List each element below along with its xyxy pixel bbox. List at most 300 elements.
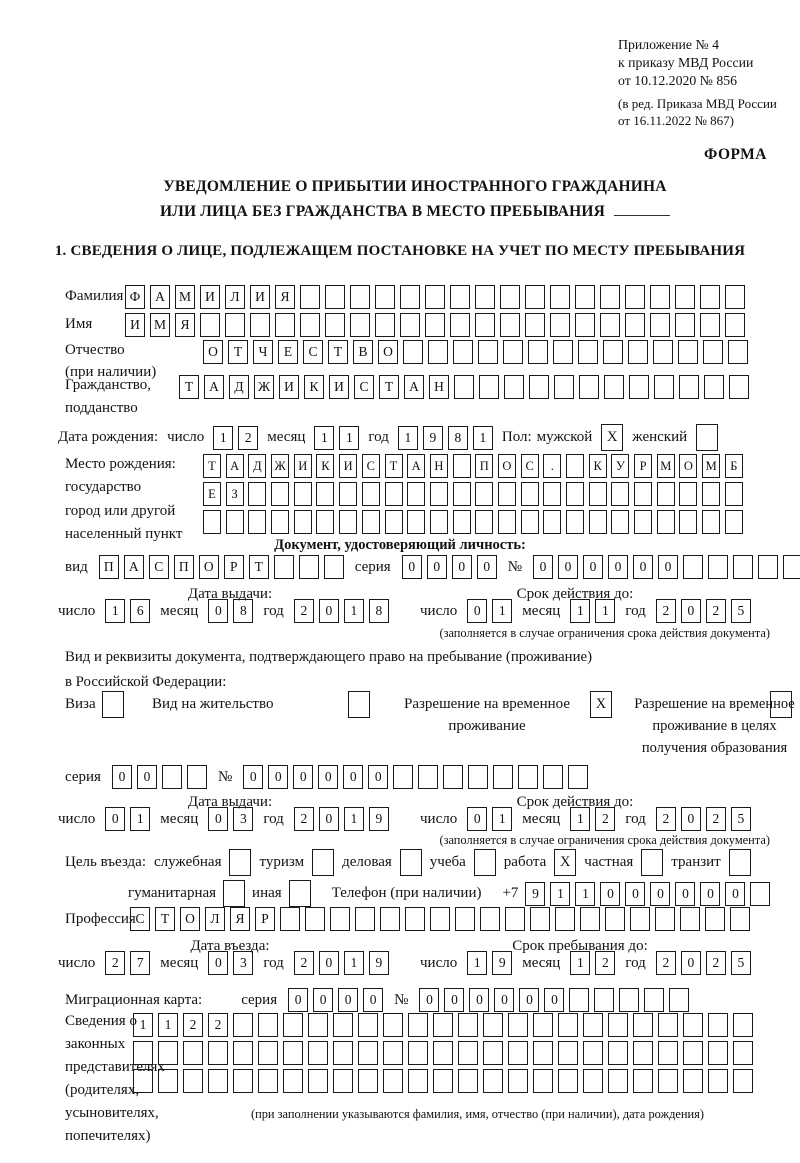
given-name-char-cell[interactable] — [725, 313, 745, 337]
surname-char-cell[interactable] — [525, 285, 545, 309]
birth-place-char-cell[interactable]: Т — [203, 454, 221, 478]
legal-reps-char-cell[interactable]: 2 — [208, 1013, 228, 1037]
given-name-char-cell[interactable] — [475, 313, 495, 337]
patronymic-char-cell[interactable]: Т — [328, 340, 348, 364]
residence-number-cell[interactable]: 0 — [293, 765, 313, 789]
doc-number-cell[interactable] — [783, 555, 800, 579]
residence-number-cell[interactable]: 0 — [343, 765, 363, 789]
legal-reps-char-cell[interactable] — [608, 1013, 628, 1037]
given-name-char-cell[interactable] — [675, 313, 695, 337]
patronymic-char-cell[interactable] — [578, 340, 598, 364]
given-name-char-cell[interactable] — [200, 313, 220, 337]
residence-issue-month-cell[interactable]: 0 — [208, 807, 228, 831]
profession-char-cell[interactable] — [405, 907, 425, 931]
migration-number-cell[interactable] — [644, 988, 664, 1012]
given-name-char-cell[interactable] — [350, 313, 370, 337]
legal-reps-char-cell[interactable] — [233, 1013, 253, 1037]
birth-year-cell[interactable]: 1 — [473, 426, 493, 450]
legal-reps-char-cell[interactable] — [483, 1013, 503, 1037]
legal-reps-char-cell[interactable] — [658, 1041, 678, 1065]
entry-year-cell[interactable]: 1 — [344, 951, 364, 975]
legal-reps-char-cell[interactable] — [383, 1041, 403, 1065]
citizenship-char-cell[interactable]: Ж — [254, 375, 274, 399]
residence-issue-year-cell[interactable]: 0 — [319, 807, 339, 831]
stay-until-month-cell[interactable]: 2 — [595, 951, 615, 975]
citizenship-char-cell[interactable]: Н — [429, 375, 449, 399]
passport-issue-year-cell[interactable]: 0 — [319, 599, 339, 623]
legal-reps-char-cell[interactable]: 1 — [133, 1013, 153, 1037]
birth-place-char-cell[interactable]: У — [611, 454, 629, 478]
purpose-tourism-checkbox[interactable] — [312, 849, 334, 876]
legal-reps-char-cell[interactable] — [608, 1041, 628, 1065]
legal-reps-char-cell[interactable] — [308, 1069, 328, 1093]
migration-number-cell[interactable]: 0 — [419, 988, 439, 1012]
birth-place-char-cell[interactable] — [294, 482, 312, 506]
purpose-official-checkbox[interactable] — [229, 849, 251, 876]
residence-number-cell[interactable]: 0 — [368, 765, 388, 789]
birth-place-char-cell[interactable] — [521, 510, 539, 534]
sex-female-checkbox[interactable] — [696, 424, 718, 451]
birth-place-char-cell[interactable] — [634, 510, 652, 534]
profession-char-cell[interactable] — [330, 907, 350, 931]
citizenship-char-cell[interactable]: Д — [229, 375, 249, 399]
patronymic-char-cell[interactable]: Ч — [253, 340, 273, 364]
birth-year-cell[interactable]: 9 — [423, 426, 443, 450]
residence-number-cell[interactable] — [418, 765, 438, 789]
birth-place-char-cell[interactable] — [702, 510, 720, 534]
profession-char-cell[interactable]: С — [130, 907, 150, 931]
legal-reps-char-cell[interactable] — [683, 1069, 703, 1093]
surname-char-cell[interactable]: И — [200, 285, 220, 309]
legal-reps-char-cell[interactable] — [408, 1069, 428, 1093]
patronymic-char-cell[interactable] — [603, 340, 623, 364]
surname-char-cell[interactable] — [675, 285, 695, 309]
patronymic-char-cell[interactable] — [478, 340, 498, 364]
surname-char-cell[interactable] — [375, 285, 395, 309]
birth-place-char-cell[interactable] — [657, 482, 675, 506]
legal-reps-char-cell[interactable] — [483, 1041, 503, 1065]
birth-place-char-cell[interactable] — [226, 510, 244, 534]
birth-place-char-cell[interactable]: А — [226, 454, 244, 478]
visa-checkbox[interactable] — [102, 691, 124, 718]
citizenship-char-cell[interactable]: С — [354, 375, 374, 399]
birth-place-char-cell[interactable] — [725, 510, 743, 534]
profession-char-cell[interactable] — [680, 907, 700, 931]
citizenship-char-cell[interactable] — [454, 375, 474, 399]
doc-number-cell[interactable] — [708, 555, 728, 579]
legal-reps-char-cell[interactable] — [658, 1069, 678, 1093]
legal-reps-char-cell[interactable] — [358, 1041, 378, 1065]
birth-place-char-cell[interactable] — [362, 482, 380, 506]
purpose-study-checkbox[interactable] — [474, 849, 496, 876]
birth-day-cell[interactable]: 2 — [238, 426, 258, 450]
doc-series-cell[interactable]: 0 — [402, 555, 422, 579]
residence-number-cell[interactable] — [518, 765, 538, 789]
patronymic-char-cell[interactable] — [528, 340, 548, 364]
surname-char-cell[interactable] — [400, 285, 420, 309]
doc-series-cell[interactable]: 0 — [427, 555, 447, 579]
profession-char-cell[interactable]: Я — [230, 907, 250, 931]
birth-place-char-cell[interactable] — [453, 510, 471, 534]
phone-digit-cell[interactable]: 0 — [725, 882, 745, 906]
patronymic-char-cell[interactable] — [503, 340, 523, 364]
birth-place-char-cell[interactable] — [271, 482, 289, 506]
citizenship-char-cell[interactable]: А — [204, 375, 224, 399]
birth-place-char-cell[interactable] — [430, 510, 448, 534]
citizenship-char-cell[interactable] — [504, 375, 524, 399]
doc-kind-char-cell[interactable] — [324, 555, 344, 579]
citizenship-char-cell[interactable] — [479, 375, 499, 399]
citizenship-char-cell[interactable] — [604, 375, 624, 399]
legal-reps-char-cell[interactable] — [508, 1013, 528, 1037]
legal-reps-char-cell[interactable] — [333, 1013, 353, 1037]
purpose-humanitarian-checkbox[interactable] — [223, 880, 245, 907]
legal-reps-char-cell[interactable] — [633, 1069, 653, 1093]
legal-reps-char-cell[interactable] — [583, 1069, 603, 1093]
passport-issue-day-cell[interactable]: 1 — [105, 599, 125, 623]
birth-place-char-cell[interactable] — [339, 510, 357, 534]
migration-number-cell[interactable]: 0 — [444, 988, 464, 1012]
migration-number-cell[interactable] — [594, 988, 614, 1012]
legal-reps-char-cell[interactable] — [383, 1013, 403, 1037]
birth-place-char-cell[interactable]: О — [498, 454, 516, 478]
residence-issue-day-cell[interactable]: 1 — [130, 807, 150, 831]
given-name-char-cell[interactable] — [650, 313, 670, 337]
residence-series-cell[interactable]: 0 — [112, 765, 132, 789]
entry-year-cell[interactable]: 0 — [319, 951, 339, 975]
stay-until-month-cell[interactable]: 1 — [570, 951, 590, 975]
legal-reps-char-cell[interactable] — [558, 1069, 578, 1093]
profession-char-cell[interactable]: Р — [255, 907, 275, 931]
citizenship-char-cell[interactable]: И — [279, 375, 299, 399]
patronymic-char-cell[interactable] — [403, 340, 423, 364]
surname-char-cell[interactable] — [575, 285, 595, 309]
birth-place-char-cell[interactable] — [679, 510, 697, 534]
birth-place-char-cell[interactable]: С — [521, 454, 539, 478]
migration-number-cell[interactable]: 0 — [469, 988, 489, 1012]
residence-number-cell[interactable] — [393, 765, 413, 789]
patronymic-char-cell[interactable] — [453, 340, 473, 364]
given-name-char-cell[interactable] — [550, 313, 570, 337]
legal-reps-char-cell[interactable] — [183, 1041, 203, 1065]
residence-number-cell[interactable]: 0 — [268, 765, 288, 789]
birth-place-char-cell[interactable]: К — [316, 454, 334, 478]
given-name-char-cell[interactable] — [525, 313, 545, 337]
legal-reps-char-cell[interactable] — [258, 1041, 278, 1065]
phone-digit-cell[interactable]: 0 — [625, 882, 645, 906]
passport-valid-month-cell[interactable]: 1 — [595, 599, 615, 623]
doc-series-cell[interactable]: 0 — [477, 555, 497, 579]
doc-kind-char-cell[interactable]: П — [174, 555, 194, 579]
citizenship-char-cell[interactable] — [654, 375, 674, 399]
doc-number-cell[interactable]: 0 — [658, 555, 678, 579]
citizenship-char-cell[interactable] — [729, 375, 749, 399]
legal-reps-char-cell[interactable] — [133, 1041, 153, 1065]
birth-place-char-cell[interactable]: С — [362, 454, 380, 478]
legal-reps-char-cell[interactable] — [708, 1013, 728, 1037]
birth-place-char-cell[interactable] — [611, 482, 629, 506]
birth-place-char-cell[interactable]: М — [657, 454, 675, 478]
birth-place-char-cell[interactable] — [475, 510, 493, 534]
profession-char-cell[interactable] — [630, 907, 650, 931]
patronymic-char-cell[interactable] — [428, 340, 448, 364]
birth-place-char-cell[interactable]: К — [589, 454, 607, 478]
residence-valid-month-cell[interactable]: 1 — [570, 807, 590, 831]
profession-char-cell[interactable] — [305, 907, 325, 931]
birth-place-char-cell[interactable]: . — [543, 454, 561, 478]
purpose-private-checkbox[interactable] — [641, 849, 663, 876]
given-name-char-cell[interactable] — [275, 313, 295, 337]
patronymic-char-cell[interactable]: О — [203, 340, 223, 364]
legal-reps-char-cell[interactable] — [733, 1013, 753, 1037]
residence-valid-year-cell[interactable]: 0 — [681, 807, 701, 831]
stay-until-year-cell[interactable]: 2 — [656, 951, 676, 975]
birth-place-char-cell[interactable] — [316, 482, 334, 506]
doc-kind-char-cell[interactable]: Р — [224, 555, 244, 579]
surname-char-cell[interactable]: Я — [275, 285, 295, 309]
passport-issue-year-cell[interactable]: 1 — [344, 599, 364, 623]
profession-char-cell[interactable]: Л — [205, 907, 225, 931]
legal-reps-char-cell[interactable] — [483, 1069, 503, 1093]
entry-day-cell[interactable]: 7 — [130, 951, 150, 975]
birth-place-char-cell[interactable] — [339, 482, 357, 506]
birth-place-char-cell[interactable] — [566, 510, 584, 534]
legal-reps-char-cell[interactable] — [683, 1013, 703, 1037]
profession-char-cell[interactable] — [555, 907, 575, 931]
citizenship-char-cell[interactable]: И — [329, 375, 349, 399]
legal-reps-char-cell[interactable] — [333, 1041, 353, 1065]
birth-place-char-cell[interactable]: Н — [430, 454, 448, 478]
birth-place-char-cell[interactable] — [294, 510, 312, 534]
patronymic-char-cell[interactable]: Е — [278, 340, 298, 364]
birth-day-cell[interactable]: 1 — [213, 426, 233, 450]
doc-kind-char-cell[interactable] — [274, 555, 294, 579]
profession-char-cell[interactable]: Т — [155, 907, 175, 931]
purpose-business-checkbox[interactable] — [400, 849, 422, 876]
given-name-char-cell[interactable] — [250, 313, 270, 337]
legal-reps-char-cell[interactable] — [358, 1013, 378, 1037]
legal-reps-char-cell[interactable] — [308, 1041, 328, 1065]
legal-reps-char-cell[interactable] — [283, 1013, 303, 1037]
birth-place-char-cell[interactable] — [543, 482, 561, 506]
surname-char-cell[interactable] — [725, 285, 745, 309]
passport-issue-year-cell[interactable]: 8 — [369, 599, 389, 623]
passport-issue-year-cell[interactable]: 2 — [294, 599, 314, 623]
doc-kind-char-cell[interactable]: Т — [249, 555, 269, 579]
doc-number-cell[interactable]: 0 — [633, 555, 653, 579]
legal-reps-char-cell[interactable] — [258, 1069, 278, 1093]
legal-reps-char-cell[interactable] — [283, 1041, 303, 1065]
passport-issue-month-cell[interactable]: 8 — [233, 599, 253, 623]
legal-reps-char-cell[interactable] — [708, 1069, 728, 1093]
entry-year-cell[interactable]: 9 — [369, 951, 389, 975]
legal-reps-char-cell[interactable]: 1 — [158, 1013, 178, 1037]
stay-until-day-cell[interactable]: 9 — [492, 951, 512, 975]
residence-series-cell[interactable] — [162, 765, 182, 789]
given-name-char-cell[interactable]: Я — [175, 313, 195, 337]
legal-reps-char-cell[interactable] — [158, 1041, 178, 1065]
birth-year-cell[interactable]: 8 — [448, 426, 468, 450]
surname-char-cell[interactable] — [550, 285, 570, 309]
birth-place-char-cell[interactable] — [566, 482, 584, 506]
birth-place-char-cell[interactable]: Р — [634, 454, 652, 478]
given-name-char-cell[interactable] — [325, 313, 345, 337]
legal-reps-char-cell[interactable] — [433, 1041, 453, 1065]
migration-number-cell[interactable]: 0 — [519, 988, 539, 1012]
surname-char-cell[interactable] — [625, 285, 645, 309]
legal-reps-char-cell[interactable] — [458, 1013, 478, 1037]
passport-valid-year-cell[interactable]: 2 — [706, 599, 726, 623]
given-name-char-cell[interactable] — [425, 313, 445, 337]
migration-series-cell[interactable]: 0 — [288, 988, 308, 1012]
given-name-char-cell[interactable] — [400, 313, 420, 337]
doc-number-cell[interactable]: 0 — [558, 555, 578, 579]
temp-residence-checkbox[interactable]: X — [590, 691, 612, 718]
birth-place-char-cell[interactable]: Д — [248, 454, 266, 478]
surname-char-cell[interactable] — [425, 285, 445, 309]
passport-valid-day-cell[interactable]: 0 — [467, 599, 487, 623]
surname-char-cell[interactable]: Л — [225, 285, 245, 309]
birth-place-char-cell[interactable] — [248, 482, 266, 506]
birth-place-char-cell[interactable] — [385, 482, 403, 506]
residence-issue-year-cell[interactable]: 2 — [294, 807, 314, 831]
birth-place-char-cell[interactable] — [589, 510, 607, 534]
patronymic-char-cell[interactable] — [728, 340, 748, 364]
profession-char-cell[interactable] — [580, 907, 600, 931]
profession-char-cell[interactable] — [530, 907, 550, 931]
legal-reps-char-cell[interactable] — [583, 1041, 603, 1065]
profession-char-cell[interactable] — [380, 907, 400, 931]
stay-until-year-cell[interactable]: 5 — [731, 951, 751, 975]
doc-number-cell[interactable] — [733, 555, 753, 579]
residence-issue-month-cell[interactable]: 3 — [233, 807, 253, 831]
doc-kind-char-cell[interactable]: О — [199, 555, 219, 579]
legal-reps-char-cell[interactable] — [633, 1013, 653, 1037]
migration-number-cell[interactable] — [569, 988, 589, 1012]
birth-place-char-cell[interactable]: И — [339, 454, 357, 478]
legal-reps-char-cell[interactable] — [583, 1013, 603, 1037]
legal-reps-char-cell[interactable] — [408, 1041, 428, 1065]
birth-place-char-cell[interactable] — [725, 482, 743, 506]
patronymic-char-cell[interactable] — [553, 340, 573, 364]
residence-number-cell[interactable]: 0 — [318, 765, 338, 789]
surname-char-cell[interactable]: И — [250, 285, 270, 309]
migration-number-cell[interactable]: 0 — [544, 988, 564, 1012]
legal-reps-char-cell[interactable] — [733, 1069, 753, 1093]
doc-number-cell[interactable] — [758, 555, 778, 579]
birth-place-char-cell[interactable] — [248, 510, 266, 534]
given-name-char-cell[interactable] — [700, 313, 720, 337]
residence-issue-day-cell[interactable]: 0 — [105, 807, 125, 831]
legal-reps-char-cell[interactable] — [408, 1013, 428, 1037]
phone-digit-cell[interactable]: 0 — [700, 882, 720, 906]
residence-valid-day-cell[interactable]: 0 — [467, 807, 487, 831]
citizenship-char-cell[interactable] — [679, 375, 699, 399]
given-name-char-cell[interactable] — [300, 313, 320, 337]
stay-until-day-cell[interactable]: 1 — [467, 951, 487, 975]
birth-place-char-cell[interactable]: З — [226, 482, 244, 506]
legal-reps-char-cell[interactable] — [308, 1013, 328, 1037]
phone-digit-cell[interactable]: 0 — [675, 882, 695, 906]
residence-number-cell[interactable] — [443, 765, 463, 789]
surname-char-cell[interactable] — [325, 285, 345, 309]
passport-valid-year-cell[interactable]: 0 — [681, 599, 701, 623]
phone-digit-cell[interactable]: 9 — [525, 882, 545, 906]
citizenship-char-cell[interactable]: А — [404, 375, 424, 399]
surname-char-cell[interactable]: А — [150, 285, 170, 309]
residence-number-cell[interactable] — [468, 765, 488, 789]
birth-place-char-cell[interactable] — [453, 482, 471, 506]
doc-number-cell[interactable]: 0 — [608, 555, 628, 579]
residence-issue-year-cell[interactable]: 1 — [344, 807, 364, 831]
phone-digit-cell[interactable]: 0 — [650, 882, 670, 906]
legal-reps-char-cell[interactable] — [258, 1013, 278, 1037]
passport-valid-day-cell[interactable]: 1 — [492, 599, 512, 623]
birth-place-char-cell[interactable] — [679, 482, 697, 506]
phone-digit-cell[interactable] — [750, 882, 770, 906]
legal-reps-char-cell[interactable] — [558, 1013, 578, 1037]
stay-until-year-cell[interactable]: 2 — [706, 951, 726, 975]
given-name-char-cell[interactable] — [450, 313, 470, 337]
patronymic-char-cell[interactable]: С — [303, 340, 323, 364]
residence-valid-year-cell[interactable]: 2 — [656, 807, 676, 831]
birth-place-char-cell[interactable] — [453, 454, 471, 478]
temp-residence-education-checkbox[interactable] — [770, 691, 792, 718]
surname-char-cell[interactable] — [350, 285, 370, 309]
patronymic-char-cell[interactable]: О — [378, 340, 398, 364]
legal-reps-char-cell[interactable] — [633, 1041, 653, 1065]
given-name-char-cell[interactable] — [575, 313, 595, 337]
birth-month-cell[interactable]: 1 — [339, 426, 359, 450]
legal-reps-char-cell[interactable] — [658, 1013, 678, 1037]
birth-place-char-cell[interactable]: Е — [203, 482, 221, 506]
phone-digit-cell[interactable]: 1 — [575, 882, 595, 906]
migration-series-cell[interactable]: 0 — [313, 988, 333, 1012]
surname-char-cell[interactable] — [300, 285, 320, 309]
birth-place-char-cell[interactable]: П — [475, 454, 493, 478]
purpose-transit-checkbox[interactable] — [729, 849, 751, 876]
doc-kind-char-cell[interactable]: А — [124, 555, 144, 579]
residence-valid-year-cell[interactable]: 5 — [731, 807, 751, 831]
residence-issue-year-cell[interactable]: 9 — [369, 807, 389, 831]
citizenship-char-cell[interactable] — [529, 375, 549, 399]
profession-char-cell[interactable]: О — [180, 907, 200, 931]
profession-char-cell[interactable] — [280, 907, 300, 931]
phone-digit-cell[interactable]: 1 — [550, 882, 570, 906]
residence-series-cell[interactable]: 0 — [137, 765, 157, 789]
citizenship-char-cell[interactable]: Т — [179, 375, 199, 399]
migration-number-cell[interactable]: 0 — [494, 988, 514, 1012]
birth-place-char-cell[interactable] — [362, 510, 380, 534]
birth-place-char-cell[interactable] — [407, 482, 425, 506]
legal-reps-char-cell[interactable] — [333, 1069, 353, 1093]
legal-reps-char-cell[interactable] — [433, 1013, 453, 1037]
given-name-char-cell[interactable] — [600, 313, 620, 337]
citizenship-char-cell[interactable]: Т — [379, 375, 399, 399]
citizenship-char-cell[interactable] — [704, 375, 724, 399]
profession-char-cell[interactable] — [705, 907, 725, 931]
residence-number-cell[interactable]: 0 — [243, 765, 263, 789]
surname-char-cell[interactable] — [500, 285, 520, 309]
legal-reps-char-cell[interactable] — [208, 1069, 228, 1093]
birth-place-char-cell[interactable]: И — [294, 454, 312, 478]
birth-month-cell[interactable]: 1 — [314, 426, 334, 450]
given-name-char-cell[interactable] — [625, 313, 645, 337]
legal-reps-char-cell[interactable] — [458, 1069, 478, 1093]
birth-place-char-cell[interactable]: О — [679, 454, 697, 478]
patronymic-char-cell[interactable] — [703, 340, 723, 364]
given-name-char-cell[interactable]: И — [125, 313, 145, 337]
